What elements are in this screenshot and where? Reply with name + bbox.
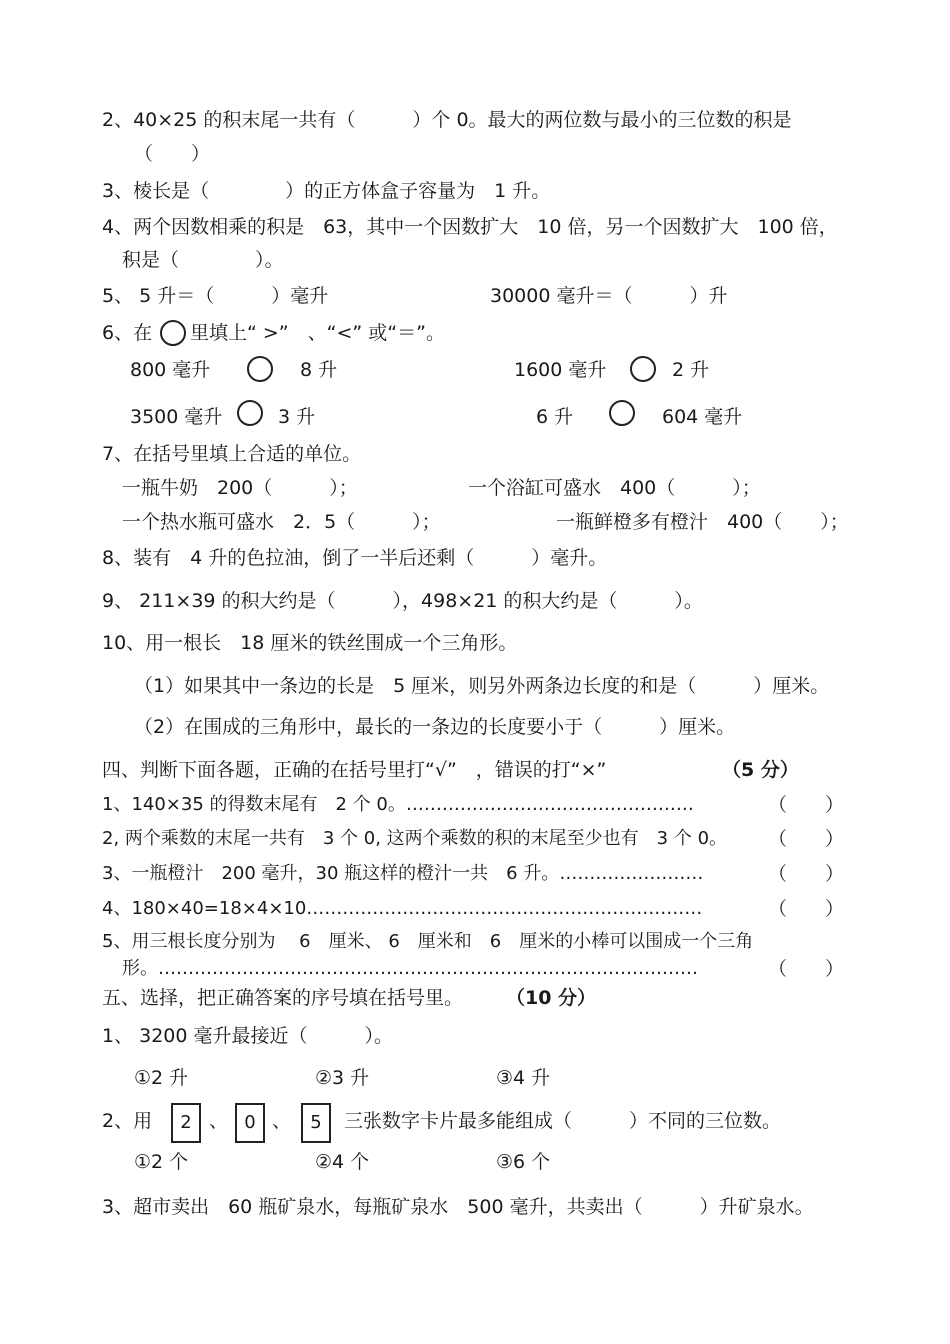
judge-q4-answer[interactable]: （ ） [768,898,845,920]
q7-text: 7、在括号里填上合适的单位。 [102,443,362,465]
choice-q2-prefix: 2、用 [102,1110,153,1132]
compare-circle-d[interactable] [609,400,635,426]
choice-q2-option1[interactable]: ①2 个 [134,1151,189,1173]
section4-score: （5 分） [722,759,799,781]
q9-text: 9、 211×39 的积大约是（ ），498×21 的积大约是（ ）。 [102,590,703,612]
q6-d-right: 604 毫升 [662,406,743,428]
digit-card-5: 5 [301,1103,331,1143]
judge-q5-answer[interactable]: （ ） [768,958,845,980]
choice-q3: 3、超市卖出 60 瓶矿泉水，每瓶矿泉水 500 毫升，共卖出（ ）升矿泉水。 [102,1196,814,1218]
judge-q5-line2: 形。……………………………………………………………………………… [122,958,698,979]
q7-c: 一个热水瓶可盛水 2．5（ ）； [122,511,441,533]
choice-q1-option3[interactable]: ③4 升 [496,1067,551,1089]
judge-q1: 1、140×35 的得数末尾有 2 个 0。………………………………………… [102,794,694,815]
digit-card-0: 0 [235,1103,265,1143]
q2-line1: 2、40×25 的积末尾一共有（ ）个 0。最大的两位数与最小的三位数的积是 [102,109,792,131]
judge-q5-line1: 5、用三根长度分别为 6 厘米、 6 厘米和 6 厘米的小棒可以围成一个三角 [102,931,754,952]
judge-q1-answer[interactable]: （ ） [768,794,845,816]
judge-q2-answer[interactable]: （ ） [768,828,845,850]
q6-prefix: 6、在 [102,322,153,344]
choice-q2-option2[interactable]: ②4 个 [315,1151,370,1173]
q6-c-left: 3500 毫升 [130,406,223,428]
q5-part-b: 30000 毫升＝（ ）升 [490,285,728,307]
digit-card-2: 2 [171,1103,201,1143]
q7-b: 一个浴缸可盛水 400（ ）； [468,477,761,499]
q6-c-right: 3 升 [278,406,316,428]
q5-part-a: 5、 5 升＝（ ）毫升 [102,285,329,307]
section4-title: 四、判断下面各题，正确的在括号里打“√” ，错误的打“×” [102,759,607,781]
q7-d: 一瓶鲜橙多有橙汁 400（ ）； [556,511,849,533]
section5-title: 五、选择，把正确答案的序号填在括号里。 [102,987,464,1009]
q7-a: 一瓶牛奶 200（ ）； [122,477,358,499]
q10-text: 10、用一根长 18 厘米的铁丝围成一个三角形。 [102,632,518,654]
compare-circle-icon [160,320,186,346]
choice-q2-option3[interactable]: ③6 个 [496,1151,551,1173]
choice-q2-suffix: 三张数字卡片最多能组成（ ）不同的三位数。 [344,1110,782,1132]
q2-answer-blank[interactable]: （ ） [134,143,211,165]
q6-a-left: 800 毫升 [130,359,211,381]
card-separator: 、 [209,1110,229,1132]
q6-b-left: 1600 毫升 [514,359,607,381]
q8-text: 8、装有 4 升的色拉油，倒了一半后还剩（ ）毫升。 [102,547,608,569]
q6-d-left: 6 升 [536,406,574,428]
card-separator: 、 [272,1110,292,1132]
q10-sub2: （2）在围成的三角形中，最长的一条边的长度要小于（ ）厘米。 [134,716,736,738]
q10-sub1: （1）如果其中一条边的长是 5 厘米，则另外两条边长度的和是（ ）厘米。 [134,675,830,697]
judge-q2: 2, 两个乘数的末尾一共有 3 个 0, 这两个乘数的积的末尾至少也有 3 个 0。 [102,828,728,849]
compare-circle-b[interactable] [630,356,656,382]
compare-circle-a[interactable] [247,356,273,382]
q4-line2: 积是（ ）。 [122,249,284,271]
judge-q4: 4、180×40=18×4×10………………………………………………………… [102,898,703,919]
q6-suffix: 里填上“ >” 、“<” 或“＝”。 [190,322,445,344]
q4-line1: 4、两个因数相乘的积是 63，其中一个因数扩大 10 倍，另一个因数扩大 100 倍， [102,216,838,238]
judge-q3-answer[interactable]: （ ） [768,863,845,885]
choice-q1: 1、 3200 毫升最接近（ ）。 [102,1025,394,1047]
compare-circle-c[interactable] [237,400,263,426]
q3-text: 3、棱长是（ ）的正方体盒子容量为 1 升。 [102,180,551,202]
q6-b-right: 2 升 [672,359,710,381]
section5-score: （10 分） [506,987,597,1009]
q6-a-right: 8 升 [300,359,338,381]
choice-q1-option1[interactable]: ①2 升 [134,1067,189,1089]
judge-q3: 3、一瓶橙汁 200 毫升，30 瓶这样的橙汁一共 6 升。…………………… [102,863,704,884]
choice-q1-option2[interactable]: ②3 升 [315,1067,370,1089]
